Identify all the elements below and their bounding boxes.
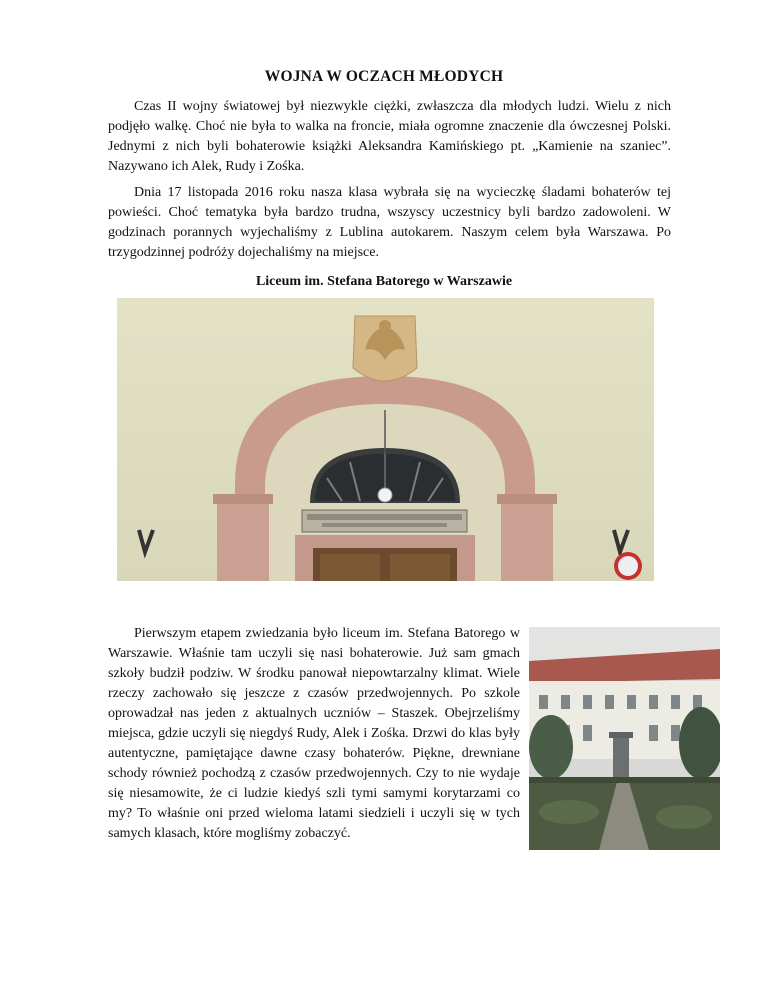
paragraph-school-text: Pierwszym etapem zwiedzania było liceum im. Stefana Batorego w Warszawie. Właśnie tam uczyli się nasi bohaterowie. Już sam gmach szkoły budził podziw. W środku panował niepowtarzalny klimat. Wiele rzeczy zachowało się jeszcze z czasów przedwojennych. Po szkole oprowadzał nas jeden z aktualnych uczniów – Staszek. Obejrzeliśmy miejsca, gdzie uczyli się niegdyś Rudy, Alek i Zośka. Drzwi do klas były autentyczne, pamiętające dawne czasy bohaterów. Piękne, drewniane schody również pochodzą z czasów przedwojennych. Czy to nie wydaje się niesamowite, że ci ludzie kiedyś szli tymi samymi korytarzami co my? To właśnie oni przed wieloma latami siedzieli i uczyli się w tych samych klasach, które mogliśmy zobaczyć. bbox=[108, 626, 520, 841]
paragraph-trip-text: Dnia 17 listopada 2016 roku nasza klasa wybrała się na wycieczkę śladami bohaterów tej powieści. Choć tematyka była bardzo trudna, wszyscy uczestnicy byli bardzo zadowoleni. W godzinach porannych wyjechaliśmy z Lublina autokarem. Naszym celem była Warszawa. Po trzygodzinnej podróży dojechaliśmy na miejsce. bbox=[108, 185, 671, 260]
school-courtyard-photo bbox=[529, 627, 720, 850]
document-title: WOJNA W OCZACH MŁODYCH bbox=[264, 68, 504, 85]
paragraph-school bbox=[108, 624, 520, 844]
school-entrance-photo bbox=[117, 298, 654, 581]
paragraph-intro bbox=[108, 97, 671, 177]
photo-caption: Liceum im. Stefana Batorego w Warszawie bbox=[255, 274, 513, 289]
paragraph-trip bbox=[108, 183, 671, 263]
paragraph-intro-text: Czas II wojny światowej był niezwykle ciężki, zwłaszcza dla młodych ludzi. Wielu z nich podjęło walkę. Choć nie była to walka na froncie, miała ogromne znaczenie dla ówczesnej Polski. Jednymi z nich byli bohaterowie książki Aleksandra Kamińskiego pt. „Kamienie na szaniec”. Nazywano ich Alek, Rudy i Zośka. bbox=[108, 99, 671, 174]
